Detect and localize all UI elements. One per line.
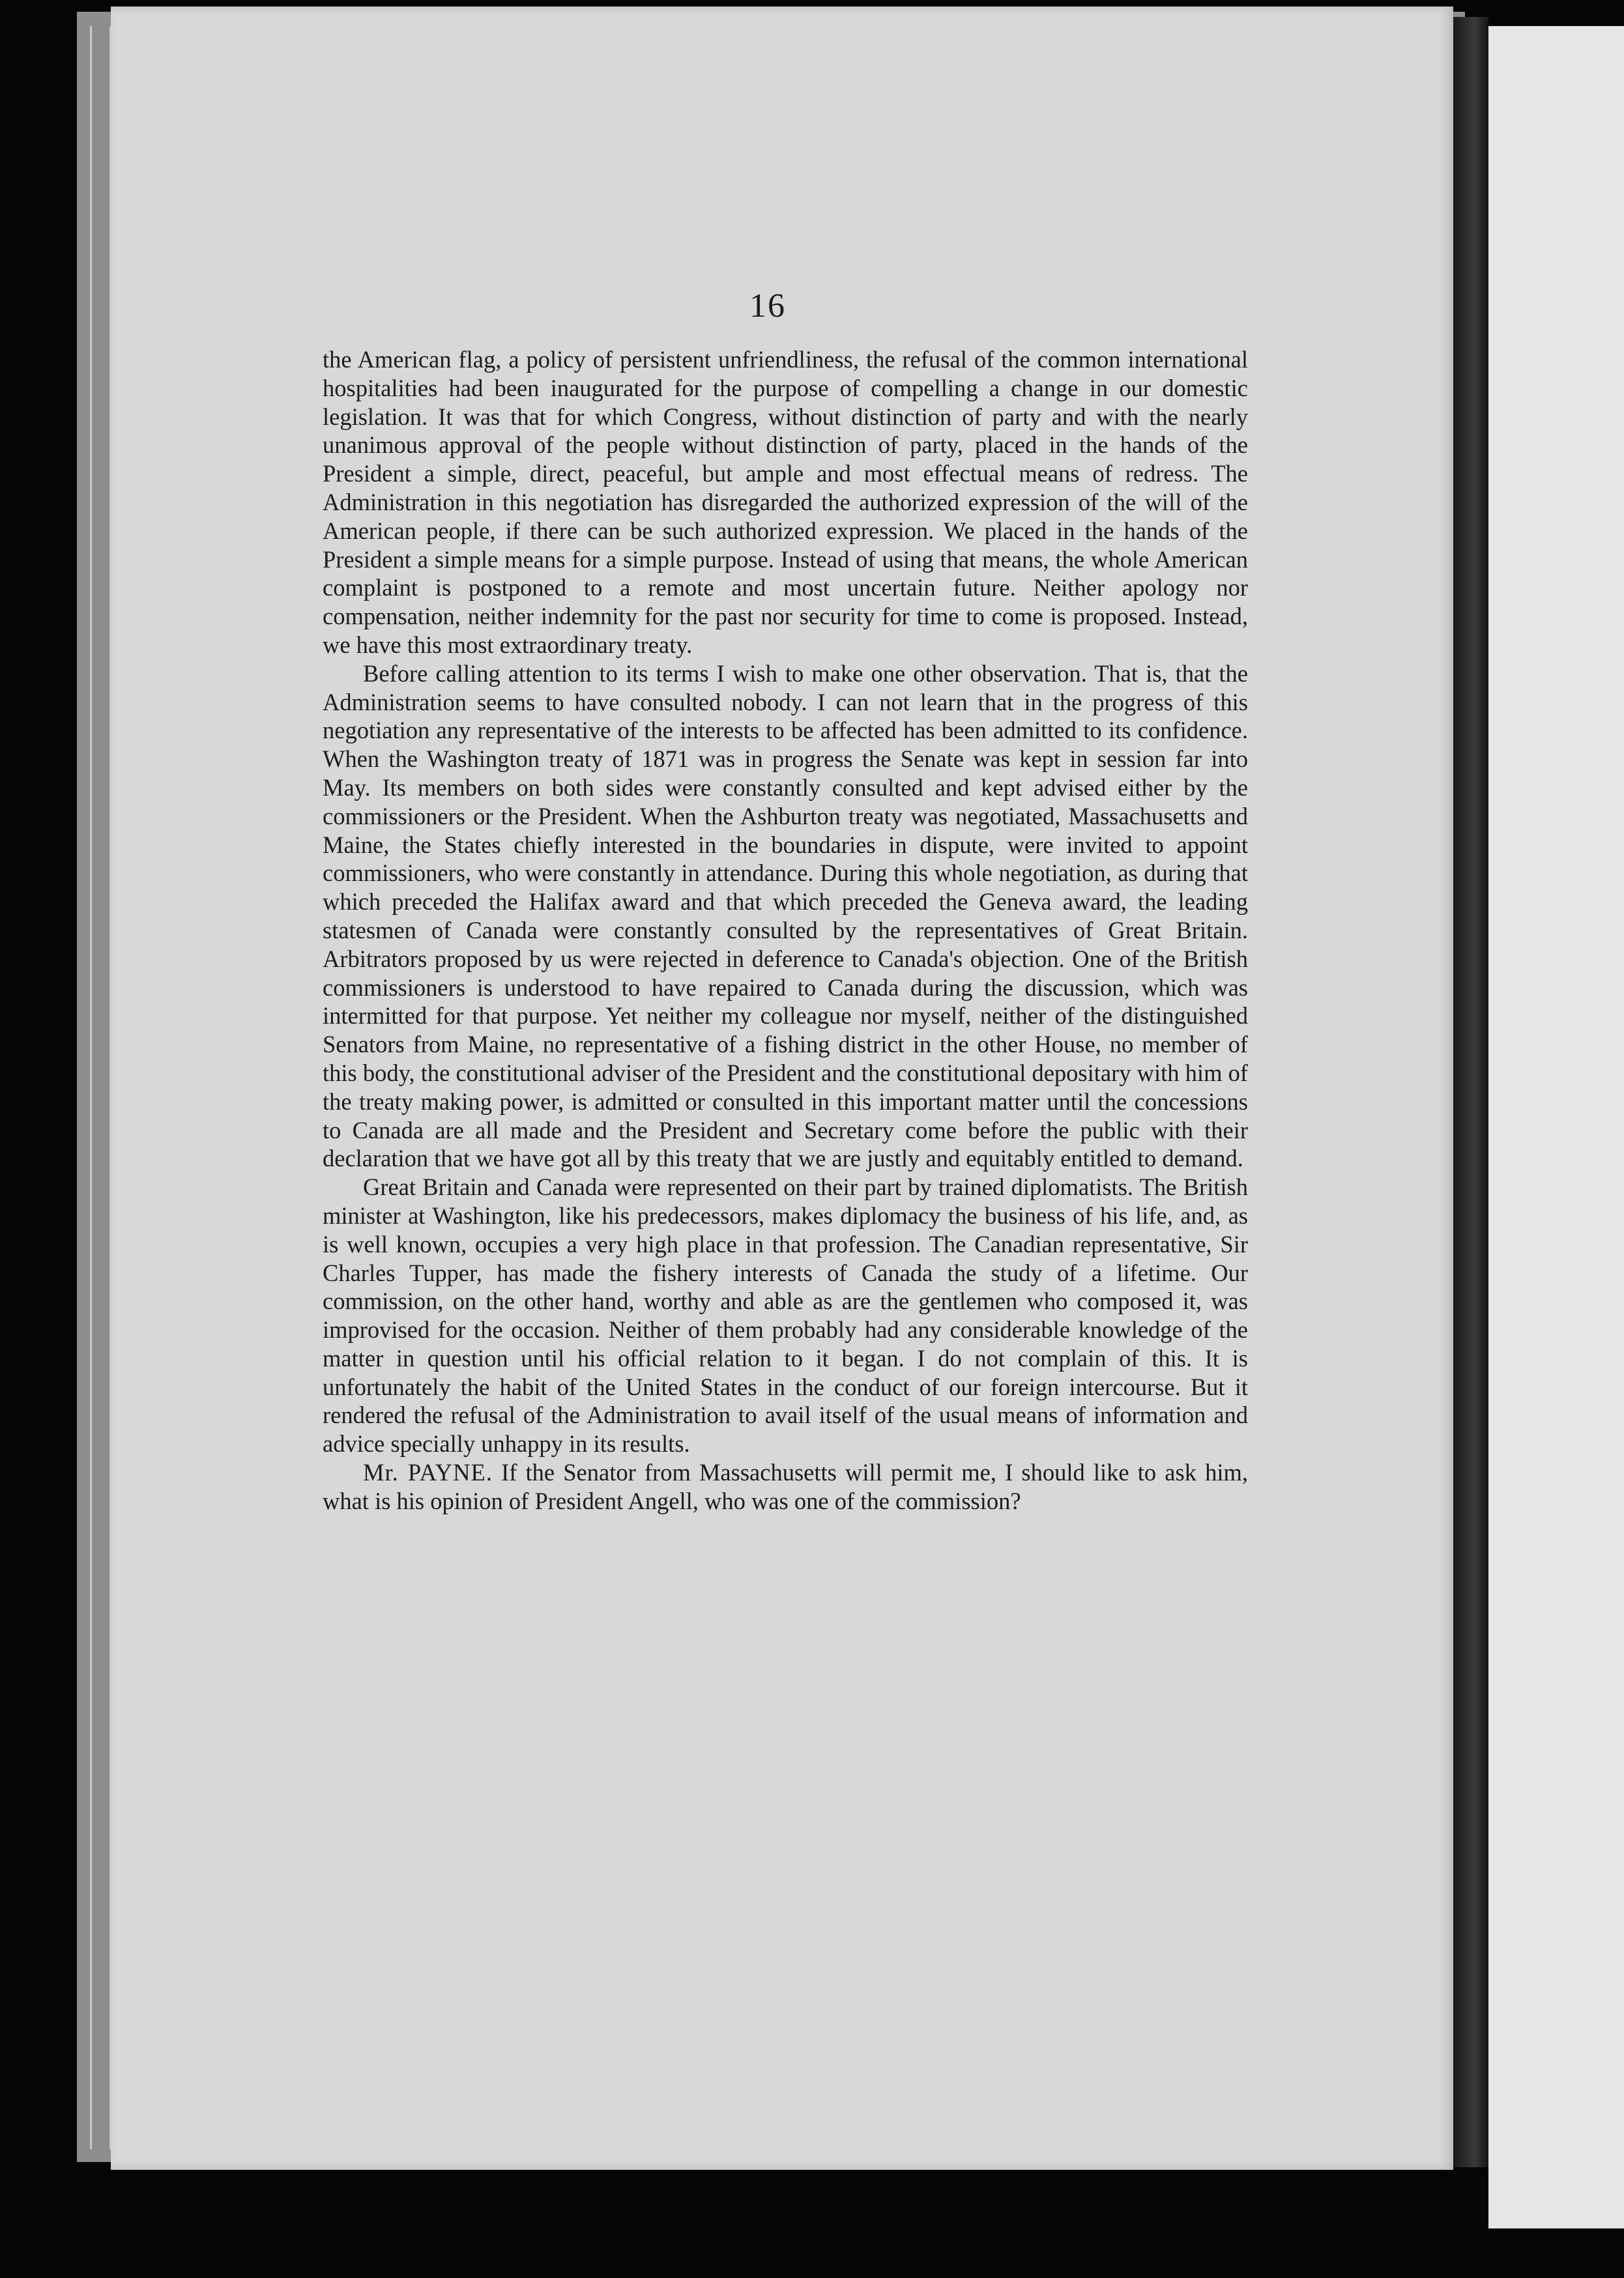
paragraph-1: the American flag, a policy of persistent unfriendliness, the refusal of the common international hospitalities had been inaugurated for the purpose of compelling a change in our domestic legislation. It was that for which Congress, without distinction of party and with the nearly unanimous approval of the people without distinction of party, placed in the hands of the President a simple, direct, peaceful, but ample and most effectual means of redress. The Administration in this negotiation has disregarded the authorized expression of the will of the American people, if there can be such authorized expression. We placed in the hands of the President a simple means for a simple purpose. Instead of using that means, the whole American complaint is postponed to a remote and most uncertain future. Neither apology nor compensation, neither indemnity for the past nor security for time to come is proposed. Instead, we have this most extraordinary treaty. [323,346,1248,658]
facing-page [1488,26,1624,2228]
binding-gutter [1453,17,1488,2167]
speaker-paragraph [323,1458,1248,1516]
speaker-text: If the Senator from Massachusetts will permit me, I should like to ask him, what is his opinion of President Angell, who was one of the commission? [323,1459,1248,1514]
speaker-name: Mr. PAYNE. [363,1459,493,1486]
page-number: 16 [749,287,786,324]
paragraph-3: Great Britain and Canada were represented on their part by trained diplomatists. The British minister at Washington, like his predecessors, makes diplomacy the business of his life, and, as is well known, occupies a very high place in that profession. The Canadian representative, Sir Charles Tupper, has made the fishery interests of Canada the study of a lifetime. Our commission, on the other hand, worthy and able as are the gentlemen who composed it, was improvised for the occasion. Neither of them probably had any considerable knowledge of the matter in question until his official relation to it began. I do not complain of this. It is unfortunately the habit of the United States in the conduct of our foreign intercourse. But it rendered the refusal of the Administration to avail itself of the usual means of information and advice specially unhappy in its results. [323,1174,1248,1458]
paragraph-2: Before calling attention to its terms I wish to make one other observation. That is, that the Administration seems to have consulted nobody. I can not learn that in the progress of this negotiation any representative of the interests to be affected has been admitted to its confidence. When the Washington treaty of 1871 was in progress the Senate was kept in session far into May. Its members on both sides were constantly consulted and kept advised either by the commissioners or the President. When the Ashburton treaty was negotiated, Massachusetts and Maine, the States chiefly interested in the boundaries in dispute, were invited to appoint commissioners, who were constantly in attendance. During this whole negotiation, as during that which preceded the Halifax award and that which preceded the Geneva award, the leading statesmen of Canada were constantly consulted by the representatives of Great Britain. Arbitrators proposed by us were rejected in deference to Canada's objection. One of the British commissioners is understood to have repaired to Canada during the discussion, which was intermitted for that purpose. Yet neither my colleague nor myself, neither of the distinguished Senators from Maine, no representative of a fishing district in the other House, no member of this body, the constitutional adviser of the President and the constitutional depositary with him of the treaty making power, is admitted or consulted in this important matter until the concessions to Canada are all made and the President and Secretary come before the public with their declaration that we have got all by this treaty that we are justly and equitably entitled to demand. [323,659,1248,1172]
body-text [323,345,1248,1516]
page-edge [90,26,92,2149]
